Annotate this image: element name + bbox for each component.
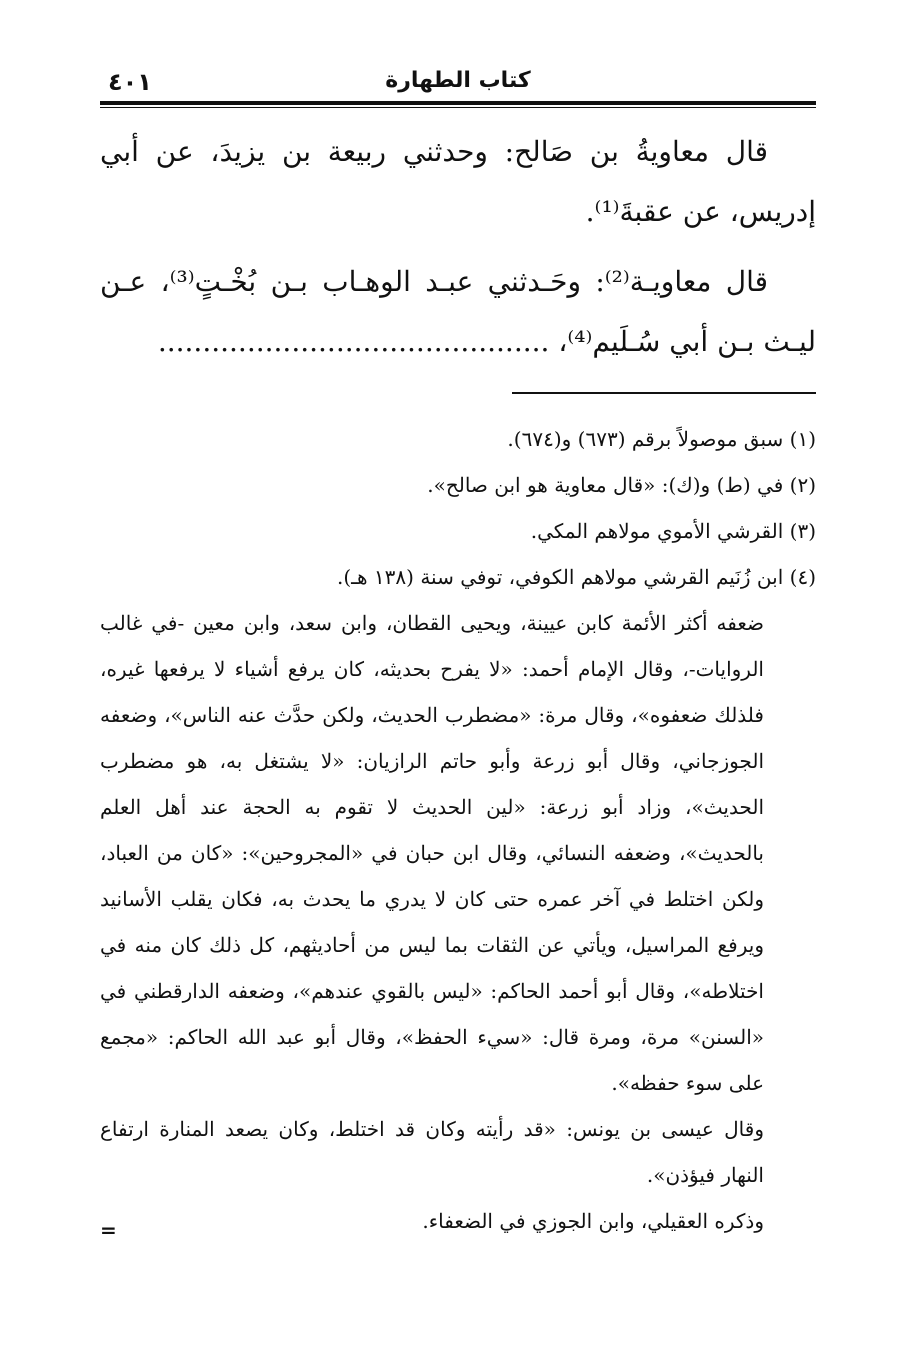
footnote-4-intro: (٤) ابن زُنَيم القرشي مولاهم الكوفي، توفي سنة (١٣٨ هـ). — [336, 565, 816, 589]
footnote-4-paragraph-3: وذكره العقيلي، وابن الجوزي في الضعفاء. — [422, 1209, 764, 1233]
footnote-4-body — [100, 600, 816, 1244]
footnote-4-paragraph-1: ضعفه أكثر الأئمة كابن عيينة، ويحيى القطان، وابن سعد، وابن معين -في غالب الروايات-، وقال الإمام أحمد: «لا يفرح بحديثه، كان يرفع أشياء لا يرفعها غيره، فلذلك ضعفوه»، وقال مرة: «مضطرب الحديث، ولكن حدَّث عنه الناس»، وضعفه الجوزجاني، وقال أبو زرعة وأبو حاتم الرازيان: «لا يشتغل به، هو مضطرب الحديث»، وزاد أبو زرعة: «لين الحديث لا تقوم به الحجة عند أهل العلم بالحديث»، وضعفه النسائي، وقال ابن حبان في «المجروحين»: «كان من العباد، ولكن اختلط في آخر عمره حتى كان لا يدري ما يحدث به، فكان يقلب الأسانيد ويرفع المراسيل، ويأتي عن الثقات بما ليس من أحاديثهم، كل ذلك كان منه في اختلاطه»، وقال أبو أحمد الحاكم: «ليس بالقوي عندهم»، وضعفه الدارقطني في «السنن» مرة، ومرة قال: «سيء الحفظ»، وقال أبو عبد الله الحاكم: «مجمع على سوء حفظه». — [100, 611, 764, 1095]
book-title: كتاب الطهارة — [385, 68, 531, 93]
footnote-3: (٣) القرشي الأموي مولاهم المكي. — [530, 519, 816, 543]
main-text — [100, 122, 816, 382]
footnote-separator — [512, 392, 816, 394]
main-paragraph-1: قال معاويةُ بن صَالح: وحدثني ربيعة بن يزيدَ، عن أبي إدريس، عن عقبةَ⁽¹⁾. — [100, 135, 816, 228]
footnote-continuation-mark: = — [100, 1218, 117, 1242]
running-header — [100, 66, 816, 100]
omission-dots: ............................................ — [157, 325, 550, 358]
main-paragraph-2-text: قال معاويـة⁽²⁾: وحَـدثني عبـد الوهـاب بـن بُخْـتٍ⁽³⁾، عـن ليـث بـن أبي سُـلَيم⁽⁴⁾، — [100, 265, 816, 358]
main-paragraph-2 — [100, 252, 816, 372]
footnotes — [100, 416, 816, 1244]
header-rule-thick — [100, 101, 816, 105]
footnote-2: (٢) في (ط) و(ك): «قال معاوية هو ابن صالح». — [427, 473, 816, 497]
footnote-1: (١) سبق موصولاً برقم (٦٧٣) و(٦٧٤). — [507, 427, 816, 451]
page-number: ٤٠١ — [108, 68, 152, 96]
header-rule-thin — [100, 107, 816, 108]
footnote-4-paragraph-2: وقال عيسى بن يونس: «قد رأيته وكان قد اختلط، وكان يصعد المنارة ارتفاع النهار فيؤذن». — [100, 1117, 764, 1187]
